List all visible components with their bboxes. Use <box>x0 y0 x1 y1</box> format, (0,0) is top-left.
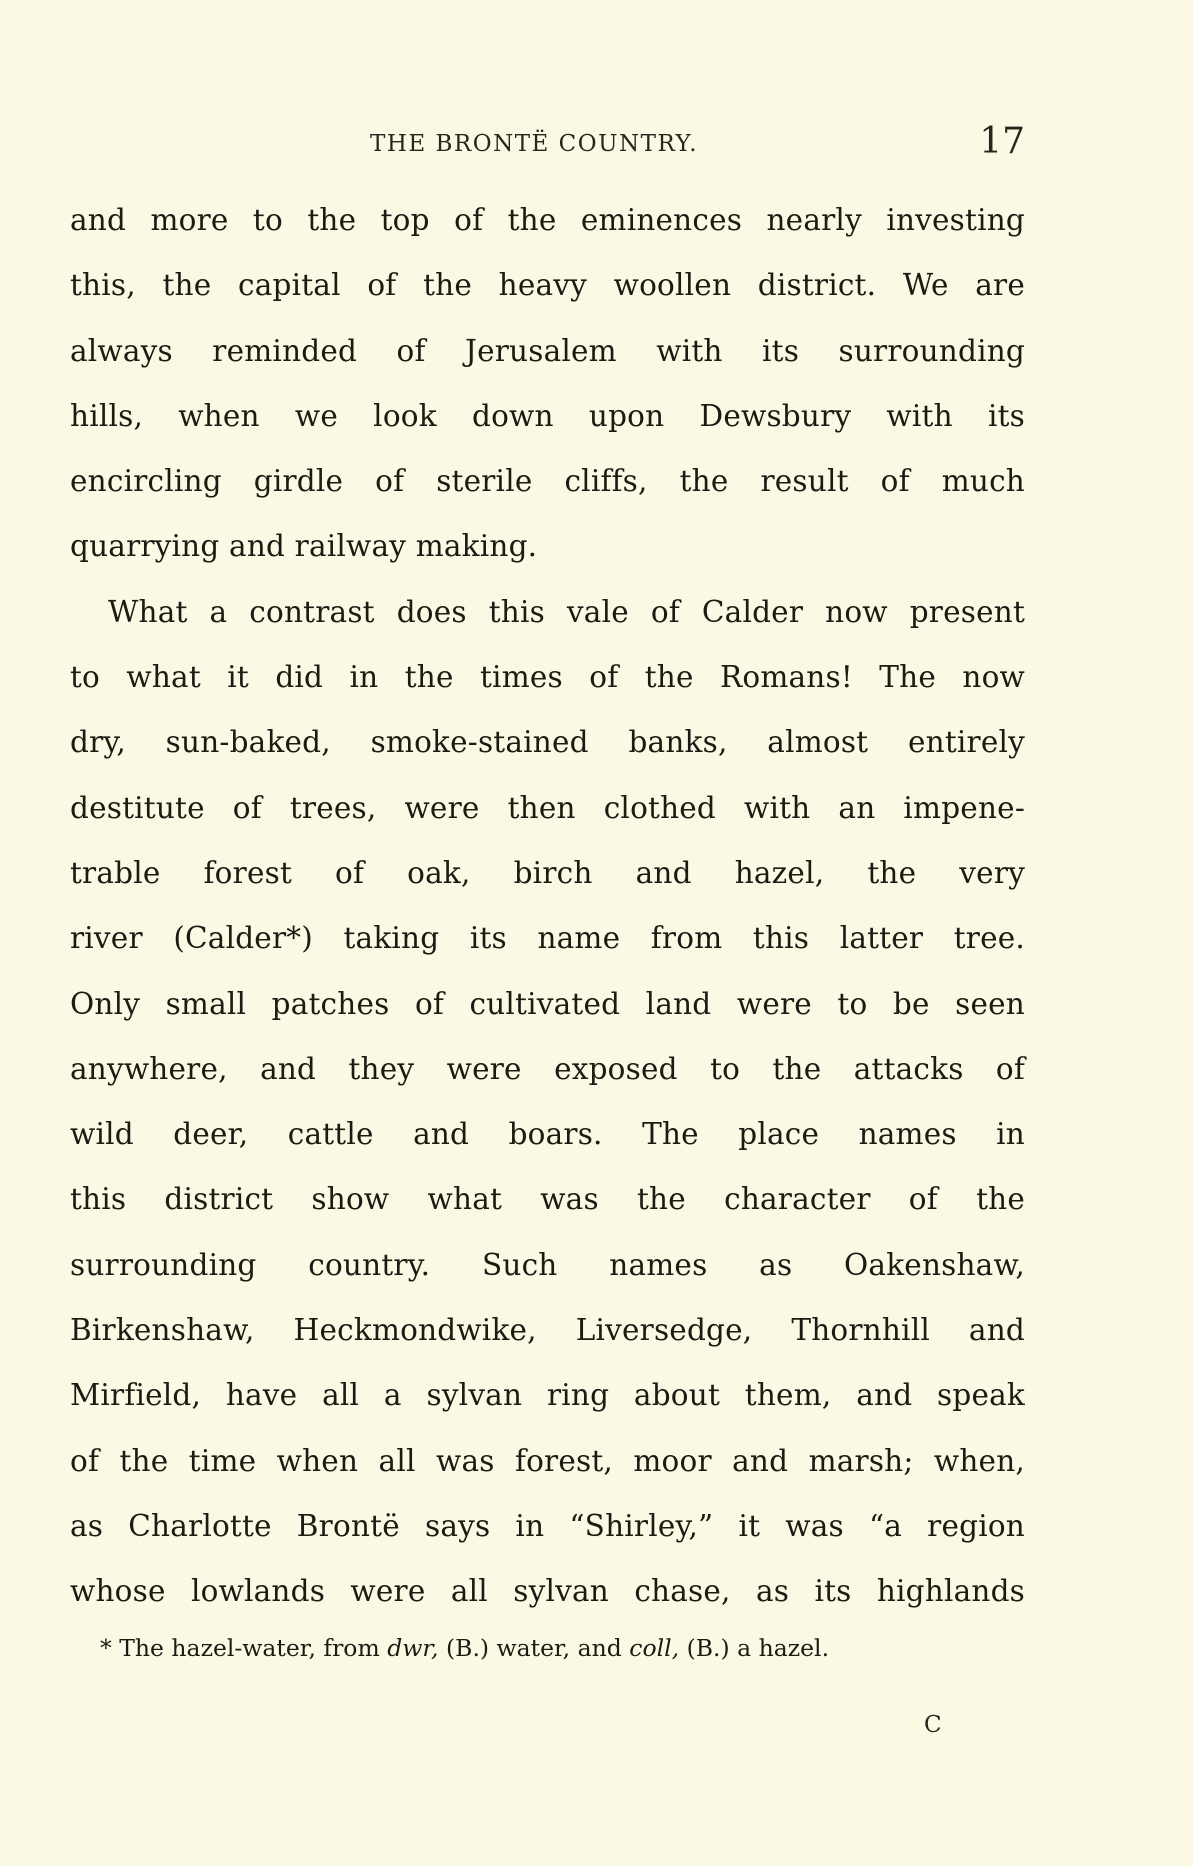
footnote-text-part: (B.) water, and <box>446 1634 622 1662</box>
text-line: always reminded of Jerusalem with its surrounding <box>70 333 1025 368</box>
text-line: hills, when we look down upon Dewsbury with its <box>70 398 1025 433</box>
running-head-title: THE BRONTË COUNTRY. <box>370 131 699 157</box>
text-line: Only small patches of cultivated land were to be seen <box>70 986 1025 1021</box>
footnote-text-part: (B.) a hazel. <box>686 1634 830 1662</box>
text-line: surrounding country. Such names as Oakenshaw, <box>70 1247 1025 1282</box>
text-line: of the time when all was forest, moor and marsh; when, <box>70 1443 1025 1478</box>
text-line: encircling girdle of sterile cliffs, the result of much <box>70 464 1025 499</box>
body-text <box>70 188 1025 1625</box>
text-line: quarrying and railway making. <box>70 529 538 564</box>
running-head <box>70 121 1025 165</box>
text-line: Mirfield, have all a sylvan ring about them, and speak <box>70 1378 1025 1413</box>
footnote-text-part: The hazel-water, from <box>119 1634 380 1662</box>
text-line: What a contrast does this vale of Calder now present <box>108 594 1025 629</box>
signature-mark: C <box>924 1712 942 1738</box>
text-line: this, the capital of the heavy woollen district. We are <box>70 268 1025 303</box>
text-line: to what it did in the times of the Romans! The now <box>70 660 1025 695</box>
text-line: river (Calder*) taking its name from this latter tree. <box>70 921 1025 956</box>
footnote-italic-word: dwr, <box>387 1634 439 1662</box>
text-line: anywhere, and they were exposed to the attacks of <box>70 1051 1025 1086</box>
footnote-italic-word: coll, <box>629 1634 680 1662</box>
page-number: 17 <box>979 121 1025 162</box>
text-line: as Charlotte Brontë says in “Shirley,” it was “a region <box>70 1508 1025 1543</box>
text-line: this district show what was the character of the <box>70 1182 1025 1217</box>
text-line: and more to the top of the eminences nearly investing <box>70 203 1025 237</box>
text-line: trable forest of oak, birch and hazel, the very <box>70 855 1025 890</box>
text-line: whose lowlands were all sylvan chase, as its highlands <box>70 1574 1025 1609</box>
text-line: Birkenshaw, Heckmondwike, Liversedge, Thornhill and <box>70 1313 1025 1348</box>
footnote-marker: * <box>100 1634 112 1662</box>
footnote <box>100 1634 829 1662</box>
text-line: dry, sun-baked, smoke-stained banks, almost entirely <box>70 725 1025 760</box>
text-line: wild deer, cattle and boars. The place names in <box>70 1117 1025 1152</box>
text-line: destitute of trees, were then clothed with an impene- <box>70 790 1025 825</box>
